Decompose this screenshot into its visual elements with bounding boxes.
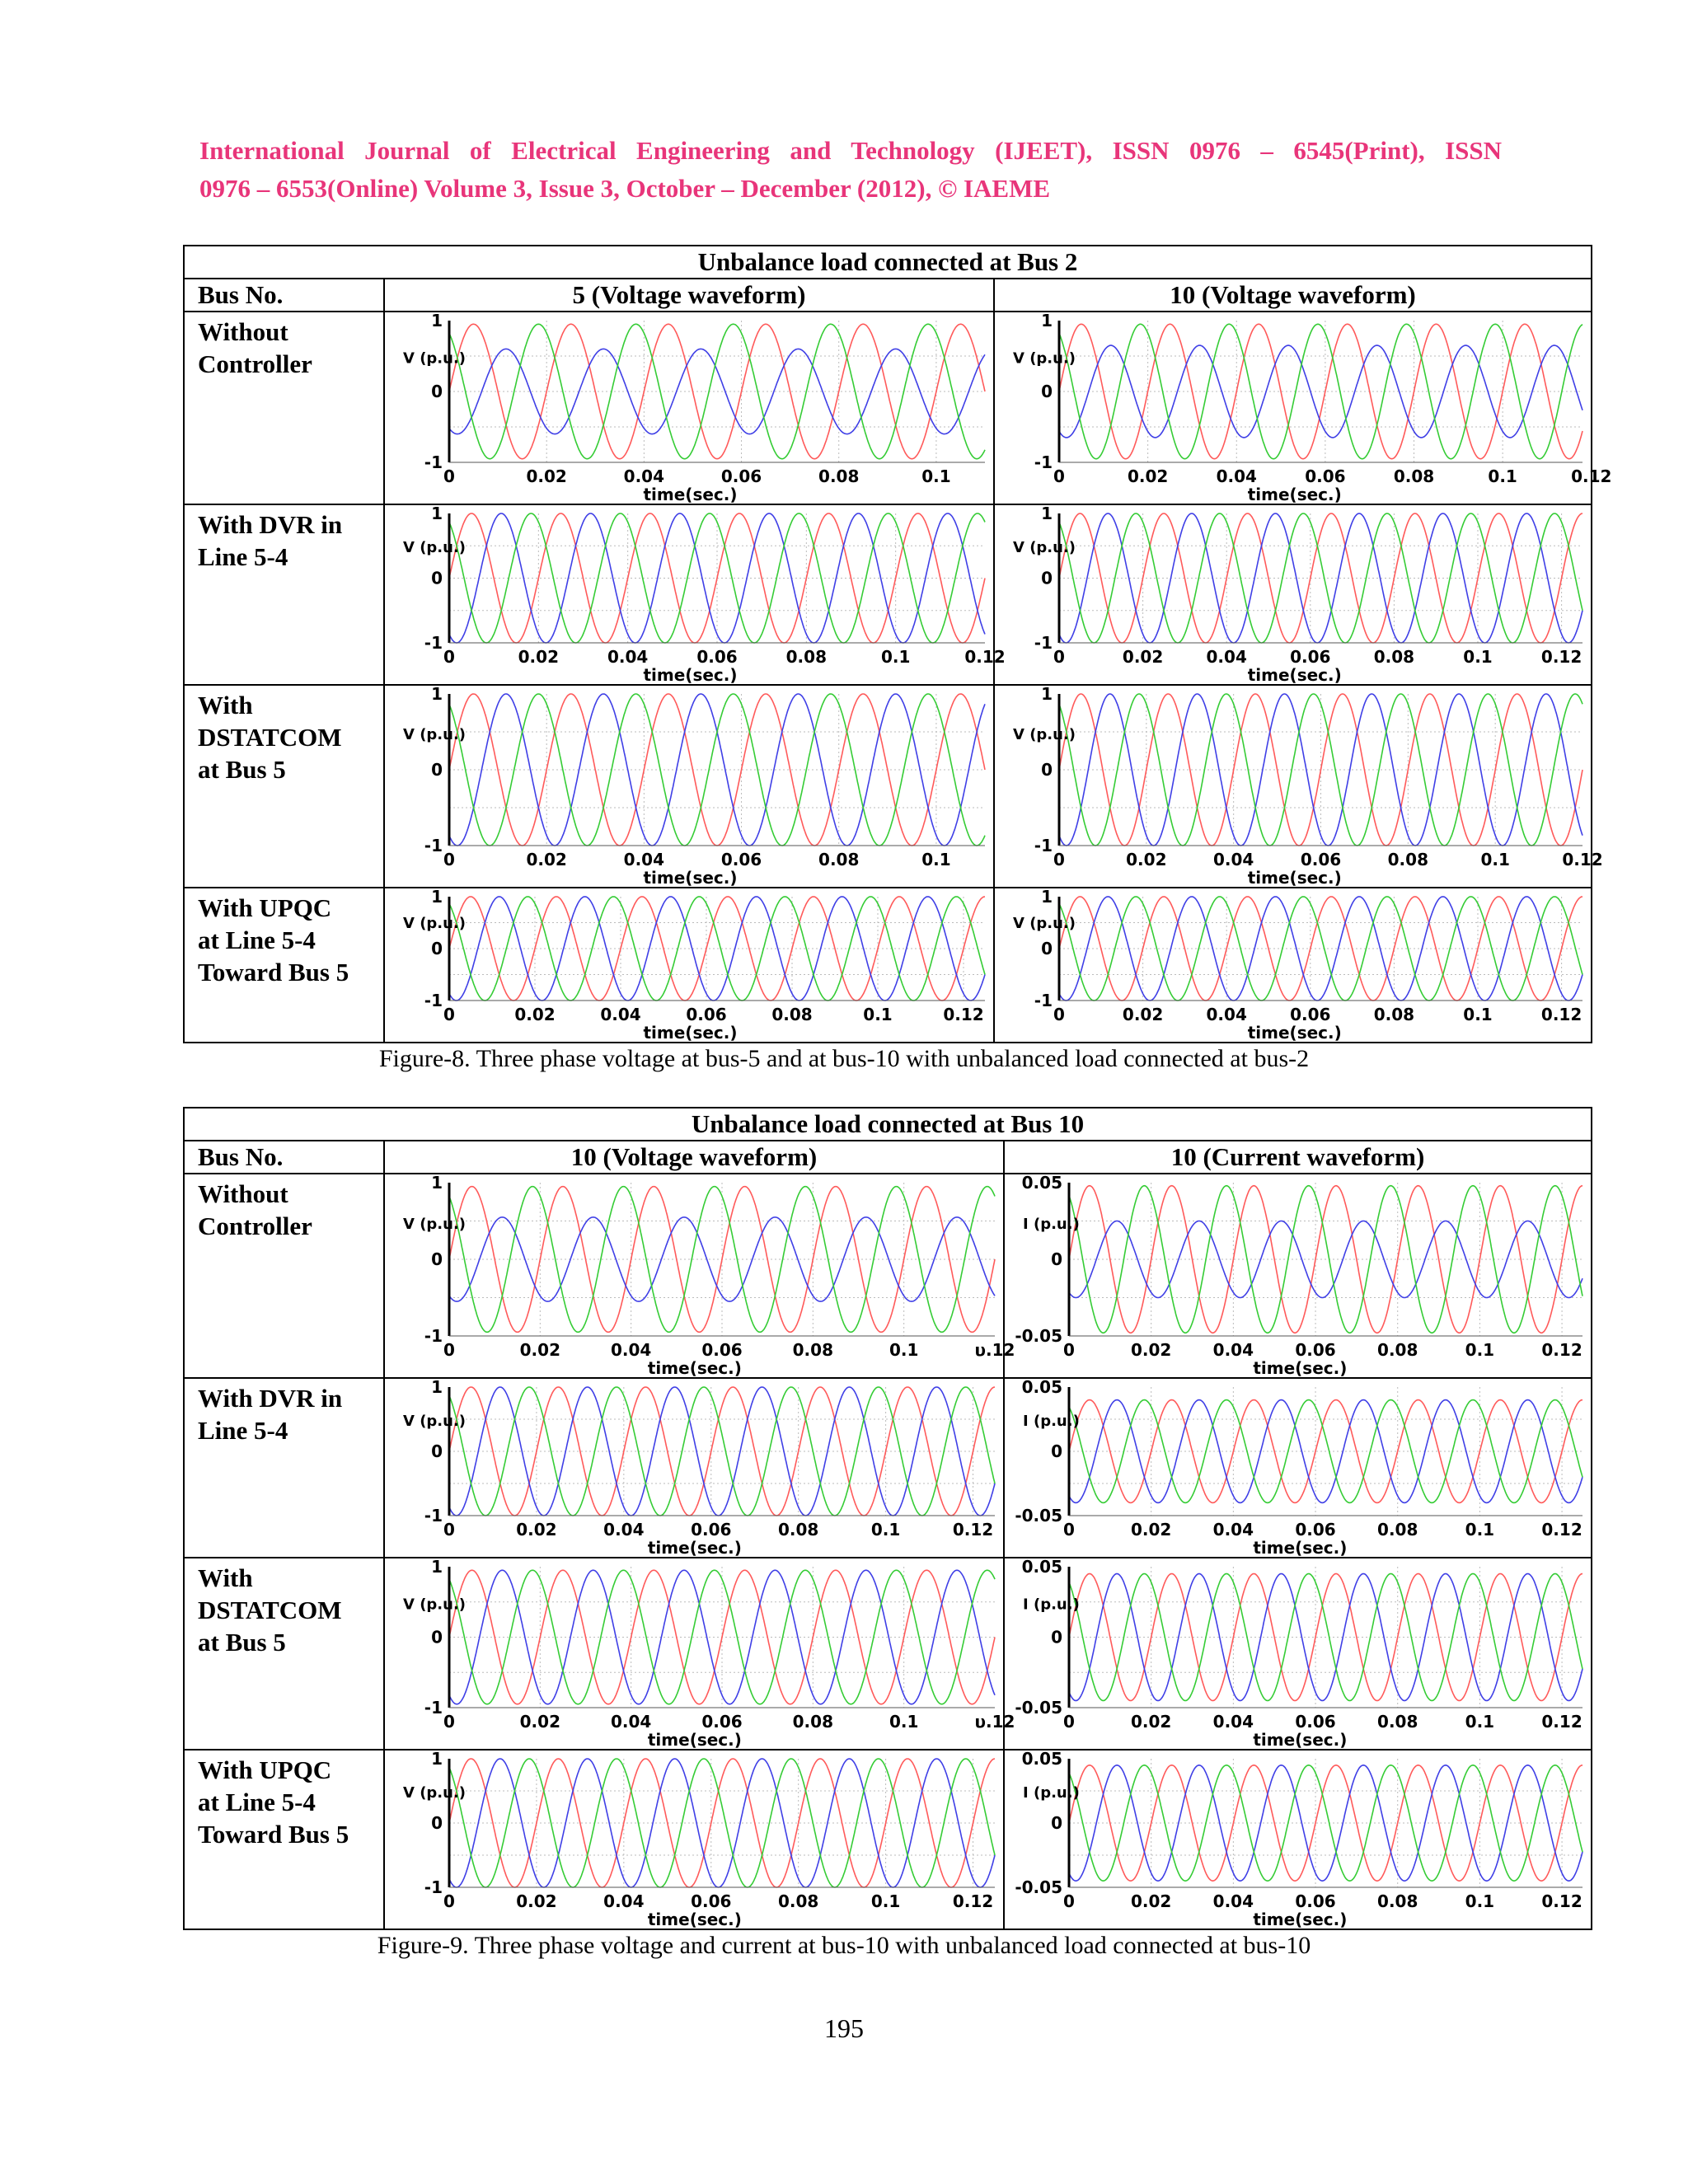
row-label-without-controller xyxy=(184,312,384,504)
y-tick-label: -1 xyxy=(424,1326,443,1346)
y-tick-label: 0.05 xyxy=(1021,1173,1062,1193)
row-label-line: at Line 5-4 xyxy=(198,1788,316,1816)
x-tick-label: 0.02 xyxy=(1127,466,1169,486)
row-label-line: With xyxy=(198,1563,253,1592)
waveform-plot xyxy=(995,311,1612,504)
x-tick-label: 0.02 xyxy=(1122,1005,1164,1024)
x-tick-label: 0.06 xyxy=(696,647,738,667)
x-tick-label: 0.12 xyxy=(964,647,1006,667)
y-tick-label: -1 xyxy=(1034,991,1053,1010)
y-tick-label: 1 xyxy=(1041,684,1053,704)
x-tick-label: 0.08 xyxy=(1377,1712,1418,1732)
x-axis-label: time(sec.) xyxy=(1247,665,1342,685)
x-tick-label: 0.02 xyxy=(514,1005,556,1024)
x-axis-label: time(sec.) xyxy=(1253,1910,1348,1929)
journal-header xyxy=(199,132,1502,208)
x-tick-label: 0.06 xyxy=(1295,1891,1336,1911)
x-tick-label: 0.1 xyxy=(1465,1712,1495,1732)
x-tick-label: 0.02 xyxy=(1131,1891,1172,1911)
x-tick-label: 0.06 xyxy=(691,1891,732,1911)
plot-cell xyxy=(1004,1558,1592,1750)
plot-cell xyxy=(994,888,1592,1043)
x-tick-label: 0 xyxy=(1063,1891,1075,1911)
x-axis-label: time(sec.) xyxy=(647,1538,742,1558)
plot-cell xyxy=(384,1173,1015,1378)
x-tick-label: 0.04 xyxy=(603,1520,645,1540)
x-tick-label: 0.06 xyxy=(720,850,762,869)
y-axis-label: V (p.u.) xyxy=(1013,349,1076,368)
waveform-plot xyxy=(385,1750,1003,1929)
y-axis-label: V (p.u.) xyxy=(403,539,467,557)
y-axis-label: V (p.u.) xyxy=(1013,914,1076,932)
row-label-with-upqc xyxy=(184,1750,384,1929)
x-tick-label: 0.08 xyxy=(818,850,860,869)
x-tick-label: 0.06 xyxy=(1305,466,1346,486)
row-label-line: Line 5-4 xyxy=(198,542,288,571)
figure9-table-title: Unbalance load connected at Bus 10 xyxy=(184,1108,1592,1141)
plot-cell xyxy=(384,1378,1004,1558)
column-header-bus-no: Bus No. xyxy=(184,279,384,312)
x-tick-label: 0.1 xyxy=(921,850,951,869)
y-tick-label: 0 xyxy=(1041,382,1053,401)
row-label-line: With UPQC xyxy=(198,893,332,922)
page-number: 195 xyxy=(824,2013,864,2043)
x-tick-label: 0.08 xyxy=(1377,1520,1418,1540)
x-tick-label: 0.06 xyxy=(1290,1005,1331,1024)
plot-cell xyxy=(994,684,1603,888)
x-tick-label: 0.06 xyxy=(1295,1712,1336,1732)
x-tick-label: 0 xyxy=(443,1340,455,1360)
figure8-table-title: Unbalance load connected at Bus 2 xyxy=(184,246,1592,279)
y-tick-label: 0 xyxy=(431,1249,443,1269)
row-label-without-controller xyxy=(184,1174,384,1378)
x-tick-label: 0.1 xyxy=(863,1005,893,1024)
waveform-plot xyxy=(385,686,993,887)
y-tick-label: 1 xyxy=(431,1557,443,1577)
y-tick-label: 1 xyxy=(431,1749,443,1769)
y-axis-label: V (p.u.) xyxy=(403,1215,467,1233)
x-tick-label: 0.04 xyxy=(603,1891,645,1911)
x-tick-label: 0.02 xyxy=(1126,850,1167,869)
x-tick-label: 0.02 xyxy=(1131,1712,1172,1732)
x-tick-label: 0.02 xyxy=(526,850,567,869)
y-tick-label: 0.05 xyxy=(1021,1749,1062,1769)
waveform-plot xyxy=(385,1379,1003,1557)
x-tick-label: 0.06 xyxy=(1290,647,1331,667)
waveform-plot xyxy=(385,1173,1015,1378)
x-tick-label: 0.02 xyxy=(1122,647,1164,667)
x-tick-label: 0 xyxy=(1063,1340,1075,1360)
y-tick-label: 1 xyxy=(1041,887,1053,907)
x-tick-label: 0.1 xyxy=(1463,1005,1493,1024)
x-tick-label: 0 xyxy=(443,850,455,869)
x-tick-label: 0.02 xyxy=(519,1712,561,1732)
waveform-plot xyxy=(995,888,1591,1042)
row-label-line: at Line 5-4 xyxy=(198,926,316,954)
x-axis-label: time(sec.) xyxy=(1253,1358,1348,1378)
y-axis-label: V (p.u.) xyxy=(403,1783,467,1802)
column-header-bus10-voltage: 10 (Voltage waveform) xyxy=(384,1141,1004,1174)
x-tick-label: 0 xyxy=(443,647,455,667)
row-label-line: With UPQC xyxy=(198,1755,332,1784)
x-tick-label: 0.02 xyxy=(526,466,567,486)
x-axis-label: time(sec.) xyxy=(647,1730,742,1750)
x-tick-label: 0.08 xyxy=(1373,1005,1415,1024)
y-tick-label: 0 xyxy=(431,760,443,780)
x-tick-label: 0.08 xyxy=(771,1005,813,1024)
x-tick-label: 0 xyxy=(443,1891,455,1911)
y-axis-label: I (p.u.) xyxy=(1023,1783,1080,1802)
y-tick-label: 0 xyxy=(431,939,443,958)
x-tick-label: 0.04 xyxy=(1212,850,1254,869)
plot-cell xyxy=(384,312,994,504)
x-tick-label: υ.12 xyxy=(974,1340,1015,1360)
series-line-red xyxy=(449,513,985,643)
y-tick-label: 0 xyxy=(1041,760,1053,780)
y-tick-label: -1 xyxy=(424,633,443,653)
y-tick-label: -1 xyxy=(424,1698,443,1718)
x-tick-label: 0 xyxy=(443,466,455,486)
y-tick-label: 0 xyxy=(431,568,443,588)
plot-cell xyxy=(384,504,1006,685)
x-tick-label: 0.1 xyxy=(870,1891,901,1911)
figure8-caption: Figure-8. Three phase voltage at bus-5 and at bus-10 with unbalanced load connected at bus-2 xyxy=(378,1045,1310,1072)
waveform-plot xyxy=(385,888,993,1042)
x-tick-label: 0.1 xyxy=(870,1520,901,1540)
x-tick-label: 0.08 xyxy=(1393,466,1435,486)
y-axis-label: V (p.u.) xyxy=(403,726,467,744)
x-tick-label: 0 xyxy=(1063,1712,1075,1732)
waveform-plot xyxy=(995,684,1603,888)
x-axis-label: time(sec.) xyxy=(1247,868,1342,888)
x-tick-label: 0.04 xyxy=(607,647,649,667)
x-axis-label: time(sec.) xyxy=(643,868,738,888)
row-label-with-dstatcom xyxy=(184,685,384,888)
y-tick-label: -0.05 xyxy=(1015,1877,1062,1897)
x-tick-label: 0.12 xyxy=(1571,466,1612,486)
y-axis-label: V (p.u.) xyxy=(403,1596,467,1614)
x-tick-label: 0.1 xyxy=(1465,1891,1495,1911)
plot-cell xyxy=(384,685,994,888)
y-tick-label: 1 xyxy=(431,684,443,704)
x-tick-label: υ.12 xyxy=(974,1712,1015,1732)
x-tick-label: 0.06 xyxy=(701,1712,743,1732)
x-axis-label: time(sec.) xyxy=(647,1358,742,1378)
x-tick-label: 0 xyxy=(443,1712,455,1732)
y-tick-label: 0 xyxy=(1041,939,1053,958)
x-tick-label: 0.08 xyxy=(1387,850,1429,869)
y-axis-label: V (p.u.) xyxy=(1013,726,1076,744)
row-label-line: Line 5-4 xyxy=(198,1416,288,1445)
row-label-line: Without xyxy=(198,317,288,346)
x-tick-label: 0.06 xyxy=(701,1340,743,1360)
waveform-plot xyxy=(1005,1750,1591,1929)
y-tick-label: 0 xyxy=(1051,1627,1062,1647)
plot-cell xyxy=(994,311,1612,504)
x-tick-label: 0 xyxy=(1053,850,1065,869)
x-tick-label: 0.04 xyxy=(1216,466,1257,486)
x-tick-label: 0.08 xyxy=(792,1340,834,1360)
y-axis-label: V (p.u.) xyxy=(403,914,467,932)
x-tick-label: 0.1 xyxy=(1488,466,1517,486)
x-tick-label: 0.08 xyxy=(778,1891,819,1911)
y-tick-label: 1 xyxy=(431,311,443,330)
figure8-table xyxy=(183,245,1612,1043)
x-tick-label: 0.04 xyxy=(610,1712,652,1732)
plot-cell xyxy=(1004,1750,1592,1929)
row-label-line: Toward Bus 5 xyxy=(198,1820,349,1849)
x-tick-label: 0.04 xyxy=(600,1005,641,1024)
y-tick-label: -1 xyxy=(424,991,443,1010)
x-tick-label: 0.12 xyxy=(1562,850,1603,869)
x-tick-label: 0.04 xyxy=(1206,1005,1247,1024)
x-tick-label: 0.1 xyxy=(889,1712,919,1732)
y-tick-label: -1 xyxy=(424,452,443,472)
row-label-line: Toward Bus 5 xyxy=(198,958,349,987)
x-tick-label: 0.08 xyxy=(818,466,860,486)
x-tick-label: 0.08 xyxy=(785,647,828,667)
waveform-plot xyxy=(995,505,1591,684)
y-tick-label: 1 xyxy=(431,1377,443,1397)
y-axis-label: V (p.u.) xyxy=(1013,539,1076,557)
row-label-with-dstatcom xyxy=(184,1558,384,1750)
x-tick-label: 0.04 xyxy=(1212,1520,1254,1540)
y-axis-label: V (p.u.) xyxy=(403,1412,467,1430)
x-tick-label: 0.12 xyxy=(1541,1891,1582,1911)
x-tick-label: 0.06 xyxy=(720,466,762,486)
waveform-plot xyxy=(1005,1174,1591,1377)
x-axis-label: time(sec.) xyxy=(1247,1023,1342,1043)
plot-cell xyxy=(384,1750,1004,1929)
y-tick-label: -1 xyxy=(424,836,443,855)
x-tick-label: 0.08 xyxy=(1377,1891,1418,1911)
x-tick-label: 0.12 xyxy=(1540,647,1582,667)
y-tick-label: 1 xyxy=(1041,504,1053,523)
x-tick-label: 0.02 xyxy=(516,1891,557,1911)
y-axis-label: I (p.u.) xyxy=(1023,1412,1080,1430)
y-tick-label: 0 xyxy=(431,1441,443,1461)
x-tick-label: 0.06 xyxy=(1295,1520,1336,1540)
x-tick-label: 0.02 xyxy=(516,1520,557,1540)
x-tick-label: 0.1 xyxy=(880,647,911,667)
x-tick-label: 0.12 xyxy=(952,1520,994,1540)
row-label-line: DSTATCOM xyxy=(198,1596,342,1624)
row-label-with-dvr xyxy=(184,1378,384,1558)
x-tick-label: 0.1 xyxy=(1463,647,1493,667)
y-tick-label: 0 xyxy=(1051,1249,1062,1269)
x-tick-label: 0.08 xyxy=(1373,647,1415,667)
y-tick-label: 0 xyxy=(1051,1813,1062,1833)
x-tick-label: 0.1 xyxy=(1480,850,1510,869)
y-tick-label: -1 xyxy=(424,1877,443,1897)
column-header-bus10-current: 10 (Current waveform) xyxy=(1004,1141,1592,1174)
column-header-bus10-voltage: 10 (Voltage waveform) xyxy=(994,279,1592,312)
x-tick-label: 0.04 xyxy=(623,466,665,486)
x-tick-label: 0.02 xyxy=(1131,1520,1172,1540)
y-tick-label: -1 xyxy=(1034,836,1053,855)
row-label-line: With DVR in xyxy=(198,510,343,539)
x-tick-label: 0 xyxy=(1053,647,1065,667)
row-label-line: With DVR in xyxy=(198,1384,343,1413)
x-tick-label: 0.06 xyxy=(691,1520,732,1540)
x-tick-label: 0.1 xyxy=(1465,1520,1495,1540)
row-label-line: Without xyxy=(198,1179,288,1208)
x-tick-label: 0.1 xyxy=(1465,1340,1495,1360)
x-tick-label: 0.08 xyxy=(1377,1340,1418,1360)
x-tick-label: 0.1 xyxy=(921,466,951,486)
row-label-line: Controller xyxy=(198,1212,312,1240)
row-label-line: at Bus 5 xyxy=(198,755,286,784)
x-axis-label: time(sec.) xyxy=(643,1023,738,1043)
column-header-bus-no: Bus No. xyxy=(184,1141,384,1174)
y-axis-label: I (p.u.) xyxy=(1023,1215,1080,1233)
x-tick-label: 0 xyxy=(1053,1005,1065,1024)
x-tick-label: 0.04 xyxy=(1212,1712,1254,1732)
x-tick-label: 0.08 xyxy=(778,1520,819,1540)
row-label-line: DSTATCOM xyxy=(198,723,342,752)
x-tick-label: 0.1 xyxy=(889,1340,919,1360)
x-tick-label: 0.04 xyxy=(1212,1891,1254,1911)
x-tick-label: 0 xyxy=(443,1520,455,1540)
x-axis-label: time(sec.) xyxy=(1253,1538,1348,1558)
y-tick-label: 1 xyxy=(431,504,443,523)
x-tick-label: 0.04 xyxy=(623,850,665,869)
row-label-line: Controller xyxy=(198,349,312,378)
x-tick-label: 0.04 xyxy=(1212,1340,1254,1360)
journal-header-line1: International Journal of Electrical Engineering and Technology (IJEET), ISSN 0976 – 6545(Print), ISSN xyxy=(199,136,1502,165)
column-header-bus5-voltage: 5 (Voltage waveform) xyxy=(384,279,994,312)
plot-cell xyxy=(994,504,1592,685)
waveform-plot xyxy=(1005,1558,1591,1749)
x-axis-label: time(sec.) xyxy=(643,485,738,504)
x-tick-label: 0.06 xyxy=(686,1005,727,1024)
x-tick-label: 0.12 xyxy=(1541,1520,1582,1540)
row-label-line: With xyxy=(198,691,253,719)
row-label-with-dvr xyxy=(184,504,384,685)
figure9-caption: Figure-9. Three phase voltage and current at bus-10 with unbalanced load connected at bus-10 xyxy=(377,1932,1311,1959)
x-axis-label: time(sec.) xyxy=(1247,485,1342,504)
x-tick-label: 0.04 xyxy=(1206,647,1247,667)
x-tick-label: 0.02 xyxy=(1131,1340,1172,1360)
y-tick-label: -1 xyxy=(424,1506,443,1526)
x-tick-label: 0.02 xyxy=(519,1340,561,1360)
x-tick-label: 0.04 xyxy=(610,1340,652,1360)
y-axis-label: I (p.u.) xyxy=(1023,1596,1080,1614)
y-tick-label: 0 xyxy=(1041,568,1053,588)
y-tick-label: -1 xyxy=(1034,452,1053,472)
x-tick-label: 0.12 xyxy=(1540,1005,1582,1024)
x-tick-label: 0 xyxy=(1053,466,1065,486)
waveform-plot xyxy=(385,1557,1015,1750)
y-tick-label: 0 xyxy=(431,1627,443,1647)
x-axis-label: time(sec.) xyxy=(643,665,738,685)
plot-cell xyxy=(1004,1174,1592,1378)
plot-cell xyxy=(384,888,994,1043)
y-axis-label: V (p.u.) xyxy=(403,349,467,368)
x-axis-label: time(sec.) xyxy=(1253,1730,1348,1750)
x-tick-label: 0 xyxy=(443,1005,455,1024)
journal-header-line2: 0976 – 6553(Online) Volume 3, Issue 3, October – December (2012), © IAEME xyxy=(199,174,1051,203)
x-tick-label: 0.12 xyxy=(952,1891,994,1911)
y-tick-label: 1 xyxy=(431,1173,443,1193)
y-tick-label: -0.05 xyxy=(1015,1698,1062,1718)
y-tick-label: 0.05 xyxy=(1021,1377,1062,1397)
plot-cell xyxy=(384,1557,1015,1750)
x-tick-label: 0.12 xyxy=(1541,1712,1582,1732)
y-tick-label: -0.05 xyxy=(1015,1326,1062,1346)
x-tick-label: 0.02 xyxy=(518,647,560,667)
y-tick-label: 0 xyxy=(1051,1441,1062,1461)
series-line-red xyxy=(449,1570,995,1704)
plot-cell xyxy=(1004,1378,1592,1558)
waveform-plot xyxy=(1005,1379,1591,1557)
y-tick-label: -1 xyxy=(1034,633,1053,653)
waveform-plot xyxy=(385,312,993,504)
y-tick-label: -0.05 xyxy=(1015,1506,1062,1526)
y-tick-label: 0.05 xyxy=(1021,1557,1062,1577)
x-tick-label: 0.08 xyxy=(792,1712,834,1732)
y-tick-label: 1 xyxy=(431,887,443,907)
y-tick-label: 0 xyxy=(431,1813,443,1833)
x-tick-label: 0.06 xyxy=(1295,1340,1336,1360)
figure9-table xyxy=(183,1107,1592,1930)
x-tick-label: 0.12 xyxy=(943,1005,984,1024)
row-label-with-upqc xyxy=(184,888,384,1043)
x-tick-label: 0.12 xyxy=(1541,1340,1582,1360)
waveform-plot xyxy=(385,504,1006,685)
x-axis-label: time(sec.) xyxy=(647,1910,742,1929)
y-tick-label: 0 xyxy=(431,382,443,401)
y-tick-label: 1 xyxy=(1041,311,1053,330)
x-tick-label: 0.06 xyxy=(1300,850,1342,869)
x-tick-label: 0 xyxy=(1063,1520,1075,1540)
row-label-line: at Bus 5 xyxy=(198,1628,286,1657)
